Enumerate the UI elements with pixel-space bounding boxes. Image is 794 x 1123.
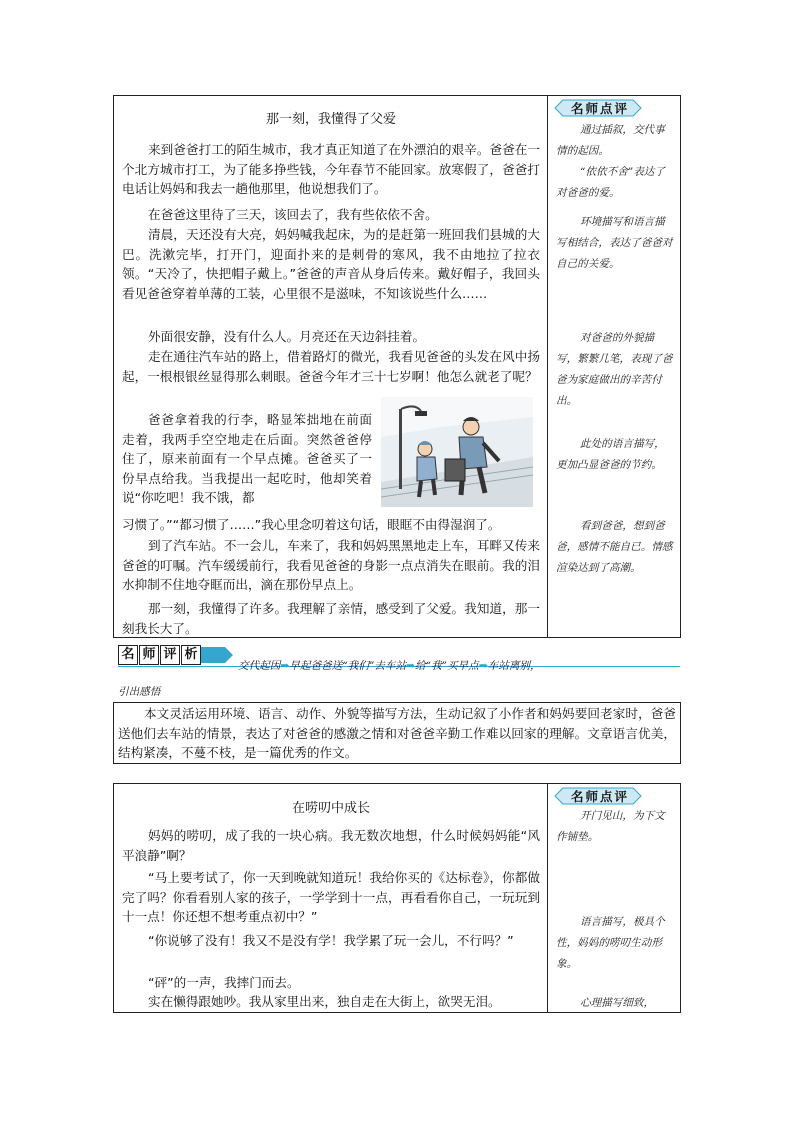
essay2-badge-label: 名师点评 [571, 789, 630, 804]
essay1-note-2: “依依不舍”表达了对爸爸的爱。 [556, 166, 665, 199]
essay1-p3: 清晨，天还没有大亮，妈妈喊我起床，为的是赶第一班回我们县城的大巴。洗漱完毕，打开门，迎面扑来的是刺骨的寒风，我不由地拉了拉衣领。“天冷了，快把帽子戴上。”爸爸的声音从身后传来。戴好帽子，我回头看见爸爸穿着单薄的工装，心里很不是滋味，不知该说些什么…… [122, 227, 540, 301]
essay1-p1: 来到爸爸打工的陌生城市，我才真正知道了在外漂泊的艰辛。爸爸在一个北方城市打工，为了能多挣些钱，今年春节不能回家。放寒假了，爸爸打电话让妈妈和我去一趟他那里，他说想我们了。 [122, 142, 540, 197]
essay1-note-6: 看到爸爸，想到爸爸，感情不能自已。情感渲染达到了高潮。 [556, 520, 673, 574]
essay1-p2: 在爸爸这里待了三天，该回去了，我有些依依不舍。 [148, 207, 438, 222]
essay2-badge [553, 786, 643, 806]
essay1-note-3: 环境描写和语言描写相结合，表达了爸爸对自己的关爱。 [556, 216, 673, 270]
flow-step-4: 车站离别， [487, 660, 541, 672]
essay1-note-1: 通过插叙，交代事情的起因。 [556, 124, 665, 157]
essay2-p3: “你说够了没有！我又不是没有学！我学累了玩一会儿，不行吗？” [148, 933, 514, 948]
essay2-p4: “砰”的一声，我摔门而去。 [148, 975, 300, 990]
essay2-title: 在唠叨中成长 [291, 801, 370, 816]
review-label-char: 析 [181, 645, 201, 665]
essay2-note-1: 开门见山，为下文作铺垫。 [556, 810, 665, 843]
essay2-p1: 妈妈的唠叨，成了我的一块心病。我无数次地想，什么时候妈妈能“风平浪静”啊？ [122, 828, 540, 863]
essay2-note-2: 语言描写，极具个性，妈妈的唠叨生动形象。 [556, 916, 665, 970]
review-text: 本文灵活运用环境、语言、动作、外貌等描写方法，生动记叙了小作者和妈妈要回老家时，爸爸送他们去车站的情景，表达了对爸爸的感激之情和对爸爸辛勤工作难以回家的理解。文章语言优美，结构紧凑，不蔓不枝，是一篇优秀的作文。 [118, 706, 676, 761]
essay2-divider [547, 783, 548, 1013]
essay1-note-4: 对爸爸的外貌描写，繁繁几笔，表现了爸爸为家庭做出的辛苦付出。 [556, 332, 673, 407]
essay1-p6: 爸爸拿着我的行李，略显笨拙地在前面走着，我两手空空地走在后面。突然爸爸停住了，原来前面有一个早点摊。爸爸买了一份早点给我。当我提出一起吃时，他却笑着说“你吃吧！我不饿，都 [122, 412, 372, 506]
essay1-p4: 外面很安静，没有什么人。月亮还在天边斜挂着。 [148, 329, 426, 344]
essay1-p6-tail: 习惯了。”“都习惯了……”我心里念叨着这句话，眼眶不由得湿润了。 [122, 517, 501, 532]
flow-arrow-icon: ➡ [406, 660, 415, 672]
flow-step-3: 给“我”买早点 [414, 660, 479, 672]
review-label [118, 645, 202, 665]
flow-step-1: 交代起因 [238, 660, 281, 672]
flow-step-2: 早起爸爸送“我们”去车站 [289, 660, 407, 672]
review-label-char: 名 [118, 645, 138, 665]
essay2-p2: “马上要考试了，你一天到晚就知道玩！我给你买的《达标卷》，你都做完了吗？你看看别人家的孩子，一学学到十一点，再看看你自己，一玩玩到十一点！你还想不想考重点初中？” [122, 870, 540, 925]
essay1-badge-label: 名师点评 [571, 101, 630, 116]
review-label-char: 评 [160, 645, 180, 665]
review-flow-tail: 引出感悟 [118, 686, 161, 698]
essay1-title: 那一刻，我懂得了父爱 [265, 112, 396, 127]
essay1-p5: 走在通往汽车站的路上，借着路灯的微光，我看见爸爸的头发在风中扬起，一根根银丝显得那么刺眼。爸爸今年才三十七岁啊！他怎么就老了呢？ [122, 349, 540, 384]
review-label-char: 师 [139, 645, 159, 665]
review-label-tail-icon [201, 645, 235, 665]
essay2-note-3: 心理描写细致， [580, 997, 655, 1009]
essay2-p5: 实在懒得跟她吵。我从家里出来，独自走在大街上，欲哭无泪。 [148, 994, 501, 1009]
review-flow [238, 658, 541, 673]
flow-arrow-icon: ➡ [280, 660, 290, 672]
essay1-note-5: 此处的语言描写，更加凸显爸爸的节约。 [556, 438, 665, 471]
flow-arrow-icon: ➡ [478, 660, 488, 672]
illustration [381, 397, 533, 507]
essay1-p7: 到了汽车站。不一会儿，车来了，我和妈妈黑黑地走上车，耳畔又传来爸爸的叮嘱。汽车缓缓前行，我看见爸爸的身影一点点消失在眼前。我的泪水抑制不住地夺眶而出，滴在那份早点上。 [122, 538, 540, 593]
essay1-p8: 那一刻，我懂得了许多。我理解了亲情，感受到了父爱。我知道，那一刻我长大了。 [122, 601, 540, 636]
essay1-divider [547, 95, 548, 638]
essay1-badge [553, 98, 643, 118]
